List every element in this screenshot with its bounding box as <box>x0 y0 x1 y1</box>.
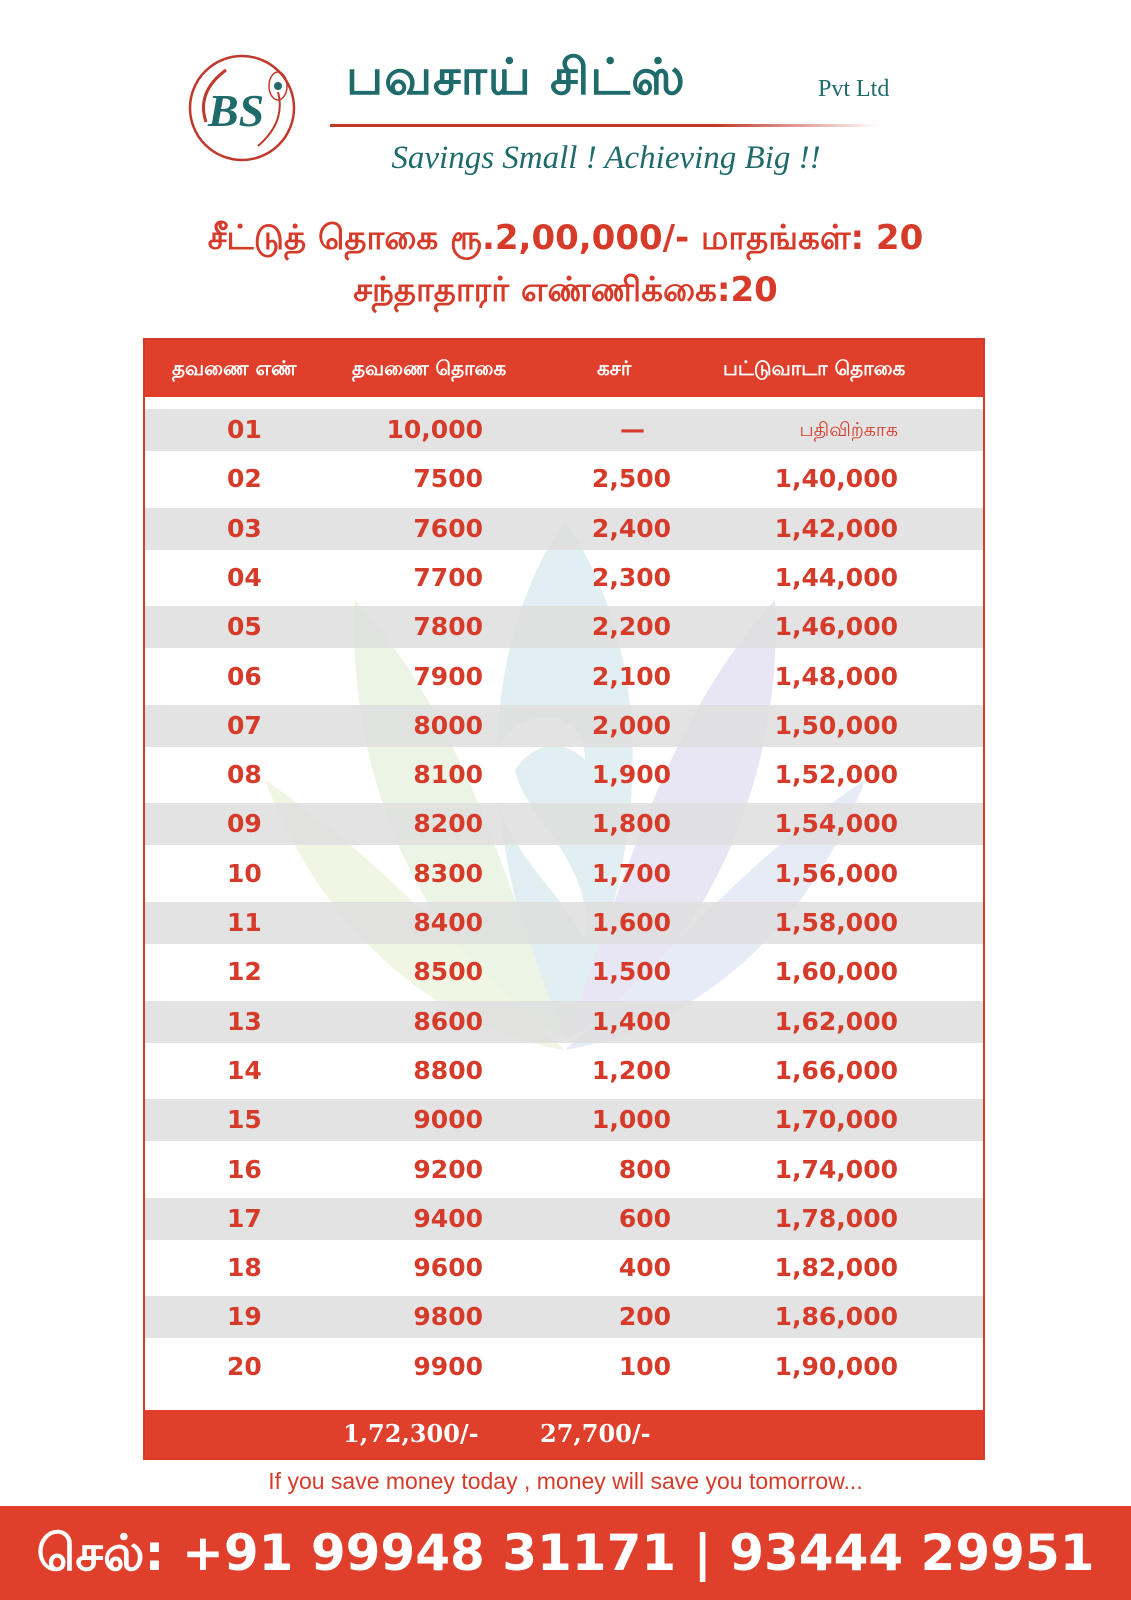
table-row <box>145 803 983 845</box>
table-row <box>145 902 983 944</box>
discount: 400 <box>618 1253 671 1283</box>
table-header <box>145 340 983 397</box>
scheme-headline: சீட்டுத் தொகை ரூ.2,00,000/- மாதங்கள்: 20 <box>207 218 924 258</box>
installment-amount: 7600 <box>413 513 483 543</box>
discount: 1,400 <box>591 1006 671 1036</box>
table-row <box>145 606 983 648</box>
members-headline: சந்தாதாரர் எண்ணிக்கை:20 <box>353 270 778 310</box>
tagline: Savings Small ! Achieving Big !! <box>391 140 821 176</box>
installment-no: 03 <box>227 513 262 543</box>
table-row <box>145 1346 983 1388</box>
installment-no: 04 <box>227 562 262 592</box>
installment-no: 20 <box>227 1351 262 1381</box>
total-amount: 1,72,300/- <box>343 1419 479 1448</box>
installment-amount: 9600 <box>413 1253 483 1283</box>
installment-amount: 8200 <box>413 809 483 839</box>
installment-amount: 7500 <box>413 464 483 494</box>
payout-amount: 1,54,000 <box>774 809 898 839</box>
payout-amount: 1,74,000 <box>774 1154 898 1184</box>
table-row <box>145 754 983 796</box>
table-row <box>145 458 983 500</box>
discount: 100 <box>618 1351 671 1381</box>
discount: 2,100 <box>591 661 671 691</box>
header-installment-no: தவணை எண் <box>172 356 297 380</box>
installment-amount: 9800 <box>413 1302 483 1332</box>
discount: 1,600 <box>591 908 671 937</box>
installment-amount: 9900 <box>413 1351 483 1381</box>
table-row <box>145 557 983 599</box>
payout-amount: 1,56,000 <box>774 858 898 888</box>
discount: 200 <box>618 1302 671 1332</box>
payout-amount: 1,44,000 <box>774 562 898 592</box>
installment-amount: 7800 <box>413 612 483 642</box>
contact-bar <box>0 1506 1131 1600</box>
installment-no: 17 <box>227 1203 262 1233</box>
table-row <box>145 705 983 747</box>
installment-amount: 8500 <box>413 957 483 987</box>
discount: — <box>620 415 645 444</box>
brand-name: பவசாய் சிட்ஸ் <box>346 48 686 106</box>
installment-no: 05 <box>227 612 262 642</box>
installment-amount: 7700 <box>413 562 483 592</box>
total-discount: 27,700/- <box>540 1419 651 1448</box>
payout-amount: 1,62,000 <box>774 1006 898 1036</box>
installment-amount: 8800 <box>413 1055 483 1085</box>
table-row <box>145 508 983 550</box>
payout-amount: 1,78,000 <box>774 1203 898 1233</box>
payout-amount: 1,82,000 <box>774 1253 898 1283</box>
table-row <box>145 1247 983 1289</box>
installment-amount: 8000 <box>413 710 483 740</box>
discount: 1,200 <box>591 1055 671 1085</box>
table-row <box>145 1050 983 1092</box>
installment-amount: 9400 <box>413 1203 483 1233</box>
installment-no: 13 <box>227 1006 262 1036</box>
installment-no: 14 <box>227 1055 262 1085</box>
table-row <box>145 1149 983 1191</box>
discount: 1,800 <box>591 809 671 839</box>
payout-amount: 1,48,000 <box>774 661 898 691</box>
payout-amount: 1,90,000 <box>774 1351 898 1381</box>
discount: 1,700 <box>591 858 671 888</box>
payout-amount: 1,46,000 <box>774 612 898 642</box>
table-row <box>145 1296 983 1338</box>
payout-amount: 1,42,000 <box>774 513 898 543</box>
payout-amount: 1,66,000 <box>774 1055 898 1085</box>
installment-no: 07 <box>227 710 262 740</box>
motto: If you save money today , money will save you tomorrow... <box>268 1468 863 1494</box>
installment-no: 09 <box>227 809 262 839</box>
installment-amount: 8600 <box>413 1006 483 1036</box>
table-row <box>145 853 983 895</box>
company-logo <box>186 52 298 164</box>
payout-amount: 1,58,000 <box>774 908 898 937</box>
table-totals <box>145 1410 983 1458</box>
installment-amount: 10,000 <box>386 415 483 444</box>
payout-amount: 1,60,000 <box>774 957 898 987</box>
installment-amount: 8400 <box>413 908 483 937</box>
installment-no: 19 <box>227 1302 262 1332</box>
installment-no: 11 <box>227 908 262 937</box>
discount: 1,000 <box>591 1105 671 1135</box>
header-installment-amount: தவணை தொகை <box>352 356 507 380</box>
installment-no: 10 <box>227 858 262 888</box>
payout-amount: 1,52,000 <box>774 760 898 790</box>
logo-letters: BS <box>208 85 265 136</box>
table-row <box>145 409 983 451</box>
installment-amount: 7900 <box>413 661 483 691</box>
discount: 2,300 <box>591 562 671 592</box>
installment-amount: 8300 <box>413 858 483 888</box>
contact-numbers: செல்: +91 99948 31171 | 93444 29951 <box>36 1524 1095 1582</box>
payout-amount: பதிவிற்காக <box>799 419 898 441</box>
discount: 2,400 <box>591 513 671 543</box>
payout-amount: 1,86,000 <box>774 1302 898 1332</box>
discount: 2,200 <box>591 612 671 642</box>
payout-amount: 1,50,000 <box>774 710 898 740</box>
header-discount: கசர் <box>597 356 632 380</box>
discount: 600 <box>618 1203 671 1233</box>
installment-no: 01 <box>227 415 262 444</box>
payout-amount: 1,40,000 <box>774 464 898 494</box>
payout-amount: 1,70,000 <box>774 1105 898 1135</box>
installment-no: 18 <box>227 1253 262 1283</box>
table-row <box>145 1099 983 1141</box>
installment-no: 15 <box>227 1105 262 1135</box>
installment-amount: 9000 <box>413 1105 483 1135</box>
installment-no: 08 <box>227 760 262 790</box>
brand-divider <box>330 124 880 127</box>
table-row <box>145 656 983 698</box>
discount: 2,000 <box>591 710 671 740</box>
installment-no: 02 <box>227 464 262 494</box>
installment-no: 06 <box>227 661 262 691</box>
brand-suffix: Pvt Ltd <box>818 76 890 102</box>
header-payout-amount: பட்டுவாடா தொகை <box>723 356 906 380</box>
installment-table <box>143 338 985 1460</box>
discount: 2,500 <box>591 464 671 494</box>
discount: 1,900 <box>591 760 671 790</box>
table-row <box>145 1198 983 1240</box>
installment-amount: 8100 <box>413 760 483 790</box>
installment-no: 16 <box>227 1154 262 1184</box>
discount: 800 <box>618 1154 671 1184</box>
discount: 1,500 <box>591 957 671 987</box>
installment-no: 12 <box>227 957 262 987</box>
table-row <box>145 1001 983 1043</box>
table-row <box>145 951 983 993</box>
installment-amount: 9200 <box>413 1154 483 1184</box>
